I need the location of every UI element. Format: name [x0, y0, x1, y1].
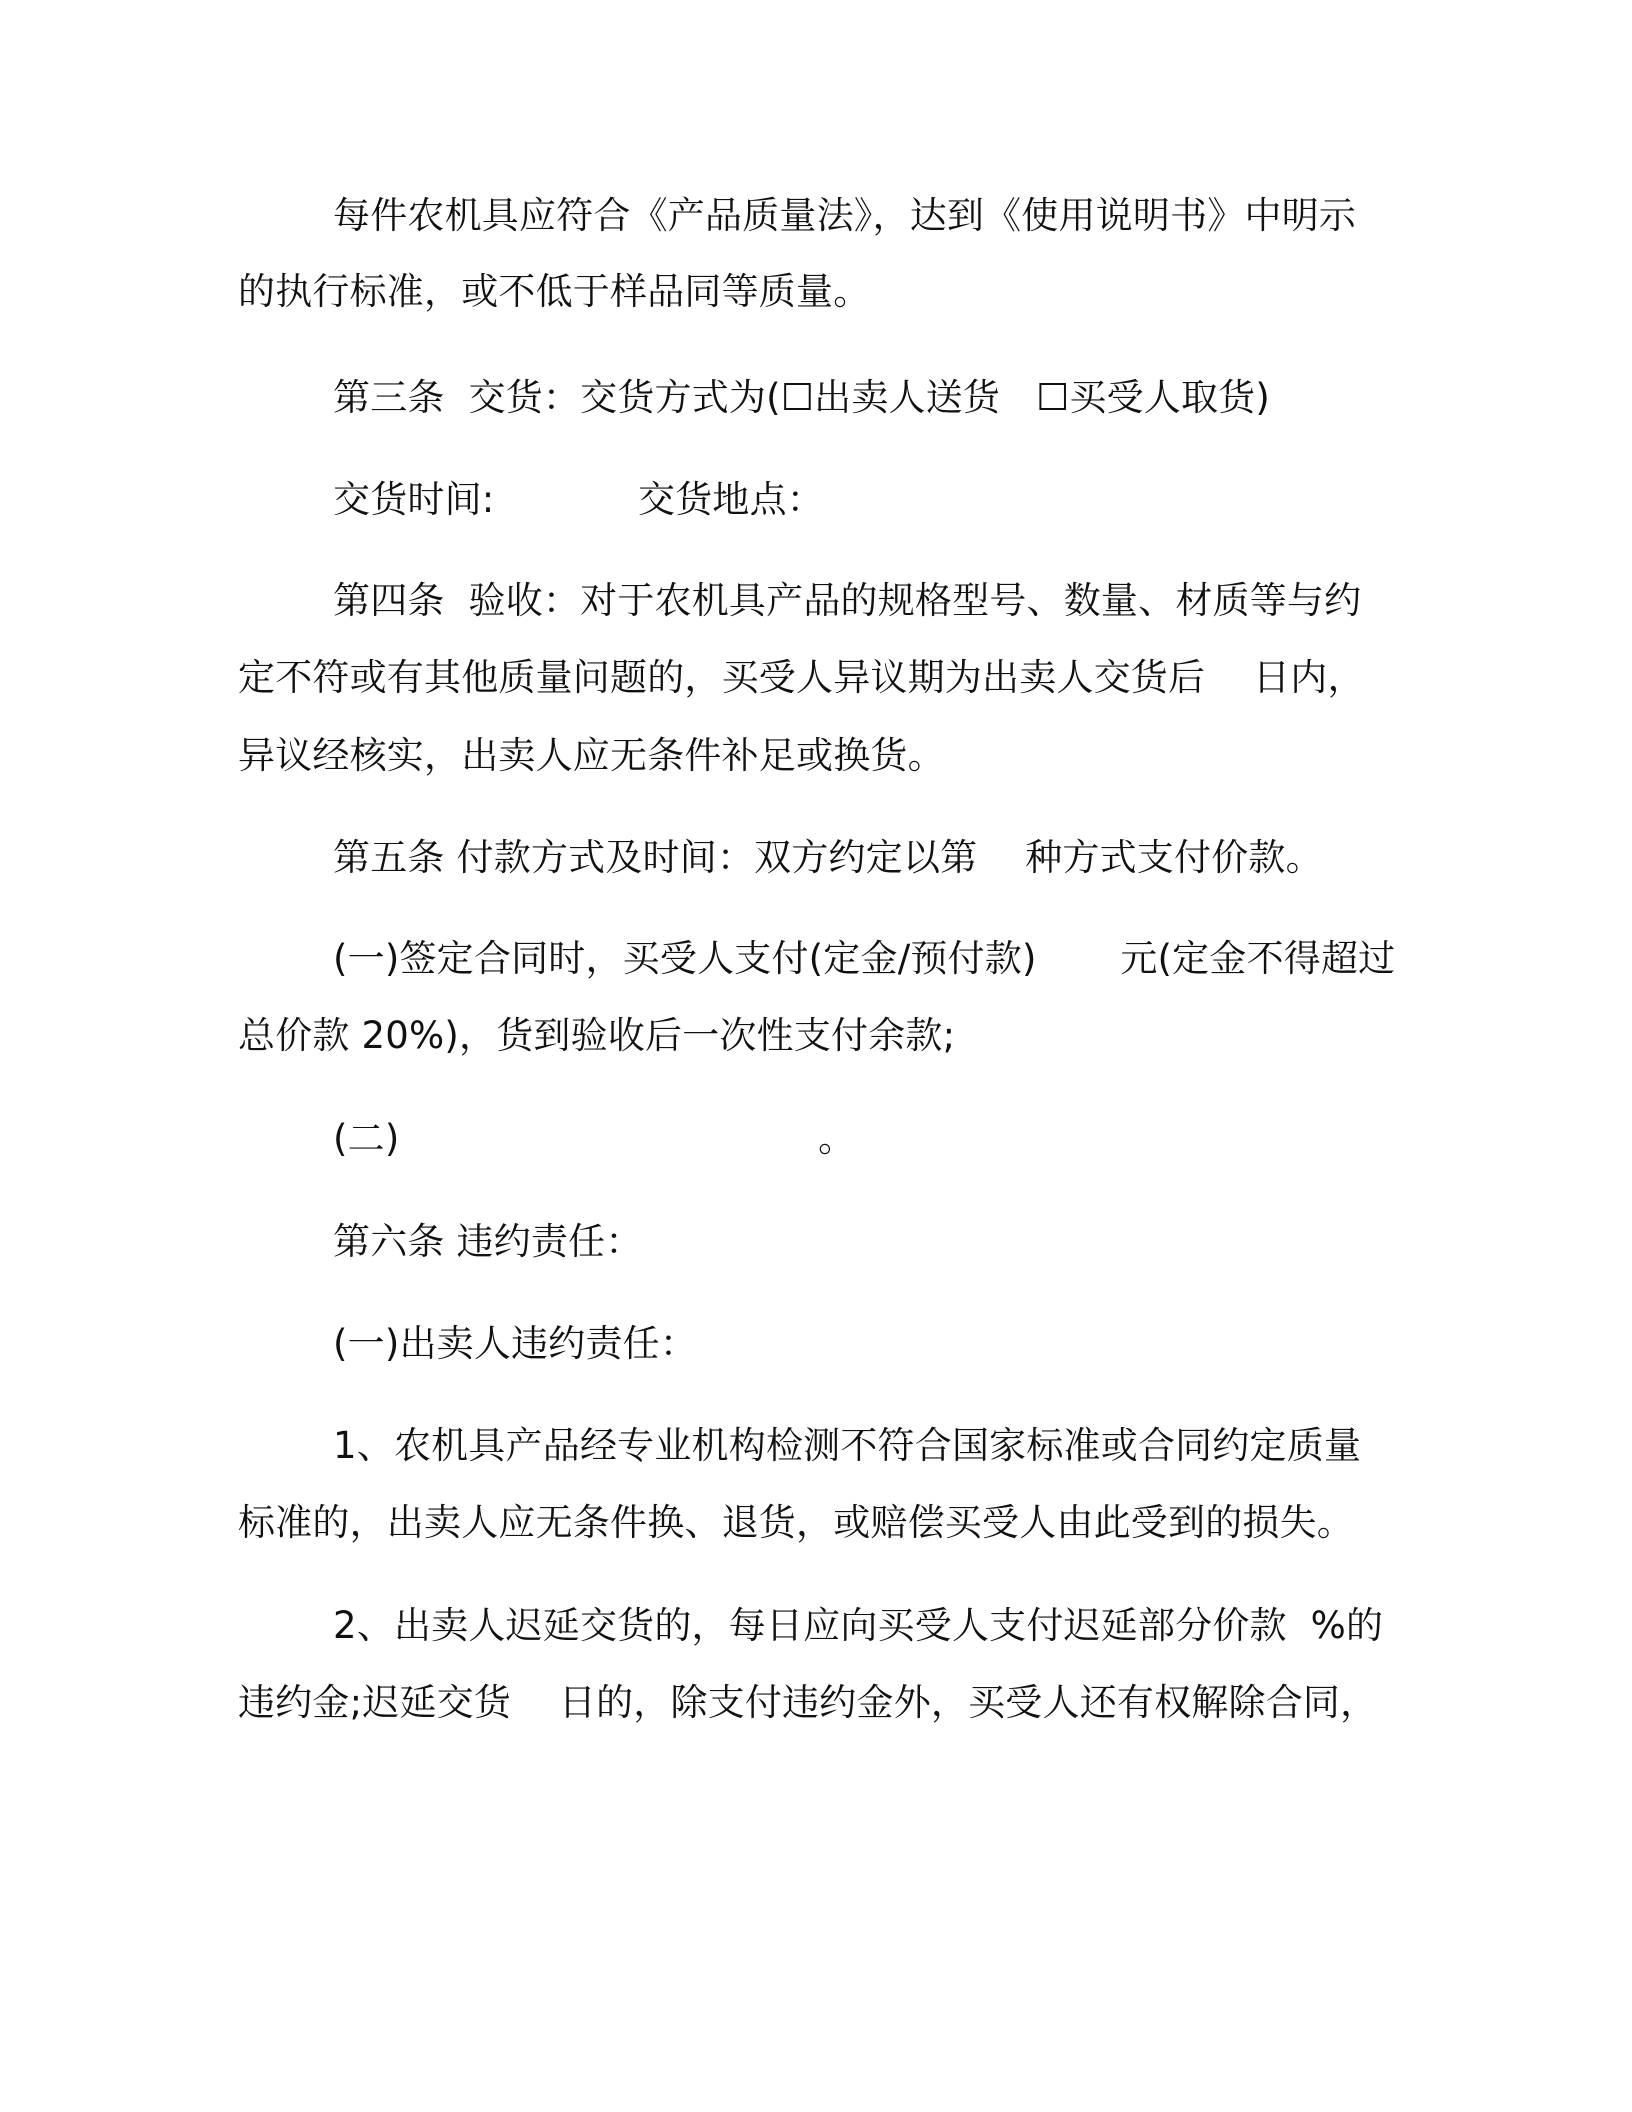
- article-5-payment: 第五条 付款方式及时间：双方约定以第 种方式支付价款。: [333, 836, 1323, 879]
- delivery-time-place: 交货时间: 交货地点：: [333, 478, 824, 521]
- article-3-delivery: 第三条 交货：交货方式为(☐出卖人送货 ☐买受人取货): [333, 376, 1271, 419]
- article-6-liability: 第六条 违约责任：: [333, 1220, 643, 1263]
- liability-item-2-line-1: 2、出卖人迟延交货的，每日应向买受人支付迟延部分价款 %的: [333, 1604, 1384, 1647]
- liability-item-2-line-2: 违约金;迟延交货 日的，除支付违约金外，买受人还有权解除合同，: [238, 1681, 1378, 1724]
- liability-item-1-line-2: 标准的，出卖人应无条件换、退货，或赔偿买受人由此受到的损失。: [238, 1501, 1354, 1544]
- paragraph-quality-line-1: 每件农机具应符合《产品质量法》，达到《使用说明书》中明示: [333, 194, 1357, 237]
- payment-option-1-line-2: 总价款 20%)，货到验收后一次性支付余款;: [238, 1014, 956, 1057]
- article-4-line-3: 异议经核实，出卖人应无条件补足或换货。: [238, 734, 945, 777]
- payment-option-2: (二) 。: [333, 1117, 856, 1160]
- article-4-line-2: 定不符或有其他质量问题的，买受人异议期为出卖人交货后 日内，: [238, 656, 1365, 699]
- seller-liability-heading: (一)出卖人违约责任：: [333, 1322, 698, 1365]
- paragraph-quality-line-2: 的执行标准，或不低于样品同等质量。: [238, 270, 871, 313]
- liability-item-1-line-1: 1、农机具产品经专业机构检测不符合国家标准或合同约定质量: [333, 1424, 1362, 1467]
- payment-option-1-line-1: (一)签定合同时，买受人支付(定金/预付款) 元(定金不得超过: [333, 937, 1396, 980]
- article-4-line-1: 第四条 验收：对于农机具产品的规格型号、数量、材质等与约: [333, 579, 1362, 622]
